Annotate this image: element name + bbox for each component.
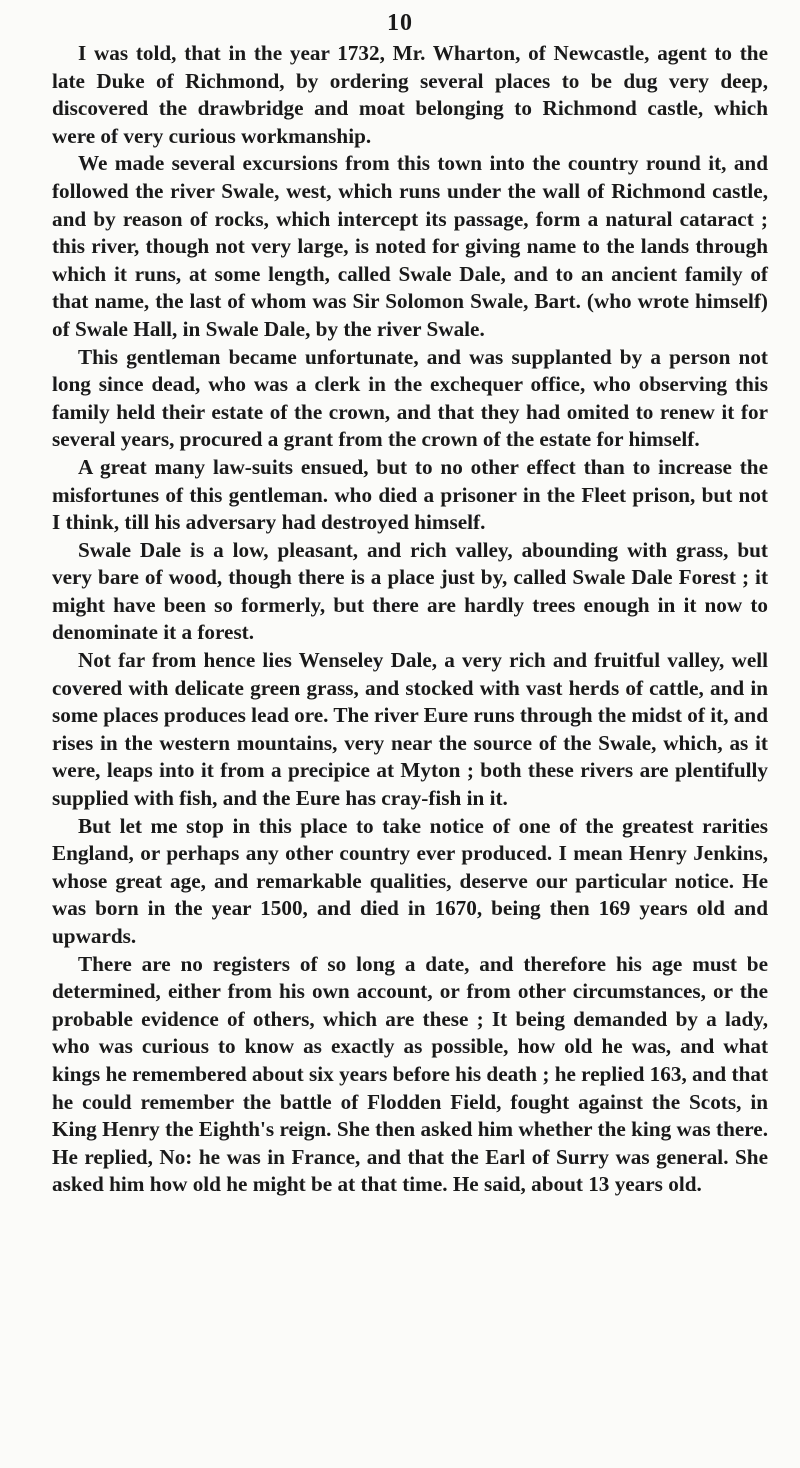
paragraph-henry-jenkins: But let me stop in this place to take notice of one of the greatest rarities England, or perhaps any other country ever produced. I mean Henry Jenkins, whose great age, and remarkable qualities, deserve our particular notice. He was born in the year 1500, and died in 1670, being then 169 years old and upwards. xyxy=(52,813,768,948)
paragraph-gentleman: This gentleman became unfortunate, and was supplanted by a person not long since dead, who was a clerk in the exchequer office, who observing this family held their estate of the crown, and that they had omited to renew it for several years, procured a grant from the crown of the estate for himself. xyxy=(52,344,768,452)
paragraph-wharton: I was told, that in the year 1732, Mr. Wharton, of Newcastle, agent to the late Duke of Richmond, by ordering several places to be dug very deep, discovered the drawbridge and moat belonging to Richmond castle, which were of very curious workmanship. xyxy=(52,41,768,148)
paragraph-law-suits: A great many law-suits ensued, but to no other effect than to increase the misfortunes of this gentleman. who died a prisoner in the Fleet prison, but not I think, till his adversary had destroyed himself. xyxy=(52,454,768,535)
paragraph-wenseley-dale: Not far from hence lies Wenseley Dale, a very rich and fruitful valley, well covered with delicate green grass, and stocked with vast herds of cattle, and in some places produces lead ore. The river Eure runs through the midst of it, and rises in the western mountains, very near the source of the Swale, which, as it were, leaps into it from a precipice at Myton ; both these rivers are plentifully supplied with fish, and the Eure has cray-fish in it. xyxy=(52,648,768,811)
body-text xyxy=(52,40,768,1199)
paragraph-swale-dale: Swale Dale is a low, pleasant, and rich valley, abounding with grass, but very bare of wood, though there is a place just by, called Swale Dale Forest ; it might have been so formerly, but there are hardly trees enough in it now to denominate it a forest. xyxy=(52,537,768,645)
paragraph-swale: We made several excursions from this town into the country round it, and followed the river Swale, west, which runs under the wall of Richmond castle, and by reason of rocks, which intercept its passage, form a natural cataract ; this river, though not very large, is noted for giving name to the lands through which it runs, at some length, called Swale Dale, and to an ancient family of that name, the last of whom was Sir Solomon Swale, Bart. (who wrote himself) of Swale Hall, in Swale Dale, by the river Swale. xyxy=(52,151,768,341)
paragraph-registers: There are no registers of so long a date, and therefore his age must be determined, either from his own account, or from other circumstances, or the probable evidence of others, which are these ; It being demanded by a lady, who was curious to know as exactly as possible, how old he was, and what kings he remembered about six years before his death ; he replied 163, and that he could remember the battle of Flodden Field, fought against the Scots, in King Henry the Eighth's reign. She then asked him whether the king was there. He replied, No: he was in France, and that the Earl of Surry was general. She asked him how old he might be at that time. He said, about 13 years old. xyxy=(52,951,768,1197)
page-number: 10 xyxy=(387,10,413,36)
